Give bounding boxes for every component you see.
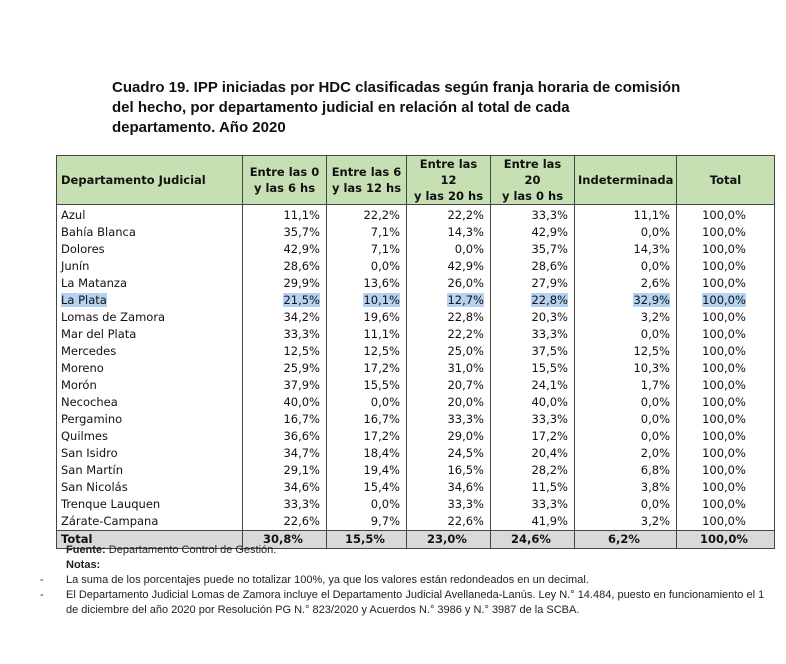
- source-label: Fuente:: [66, 544, 106, 556]
- value-cell: 33,3%: [491, 205, 575, 225]
- value-cell: 0,0%: [575, 326, 677, 343]
- data-table: [56, 155, 775, 549]
- value-cell: 28,2%: [491, 462, 575, 479]
- value-cell: 37,9%: [243, 377, 327, 394]
- notes-label: Notas:: [66, 559, 101, 571]
- value-cell: 100,0%: [677, 224, 775, 241]
- column-header: Entre las 12 y las 20 hs: [407, 156, 491, 205]
- column-header: Total: [677, 156, 775, 205]
- value-cell: 100,0%: [677, 258, 775, 275]
- value-cell: 10,1%: [327, 292, 407, 309]
- value-cell: 27,9%: [491, 275, 575, 292]
- value-cell: 100,0%: [677, 496, 775, 513]
- value-cell: 29,1%: [243, 462, 327, 479]
- value-cell: 42,9%: [243, 241, 327, 258]
- value-cell: 22,6%: [243, 513, 327, 531]
- value-cell: 11,1%: [243, 205, 327, 225]
- department-cell: Pergamino: [57, 411, 243, 428]
- table-row: [57, 377, 775, 394]
- value-cell: 25,9%: [243, 360, 327, 377]
- total-value-cell: 24,6%: [491, 531, 575, 549]
- value-cell: 7,1%: [327, 224, 407, 241]
- value-cell: 33,3%: [491, 496, 575, 513]
- value-cell: 100,0%: [677, 343, 775, 360]
- value-cell: 33,3%: [407, 411, 491, 428]
- value-cell: 9,7%: [327, 513, 407, 531]
- value-cell: 34,2%: [243, 309, 327, 326]
- value-cell: 0,0%: [575, 428, 677, 445]
- table-header-row: [57, 156, 775, 205]
- total-value-cell: 100,0%: [677, 531, 775, 549]
- value-cell: 2,0%: [575, 445, 677, 462]
- value-cell: 100,0%: [677, 462, 775, 479]
- value-cell: 20,0%: [407, 394, 491, 411]
- value-cell: 19,6%: [327, 309, 407, 326]
- value-cell: 100,0%: [677, 394, 775, 411]
- department-cell: Moreno: [57, 360, 243, 377]
- value-cell: 41,9%: [491, 513, 575, 531]
- table-row: [57, 394, 775, 411]
- value-cell: 29,0%: [407, 428, 491, 445]
- value-cell: 31,0%: [407, 360, 491, 377]
- notes-section: [40, 543, 770, 618]
- value-cell: 100,0%: [677, 428, 775, 445]
- value-cell: 0,0%: [327, 496, 407, 513]
- total-label-cell: Total: [57, 531, 243, 549]
- department-cell: La Matanza: [57, 275, 243, 292]
- value-cell: 6,8%: [575, 462, 677, 479]
- value-cell: 15,5%: [327, 377, 407, 394]
- department-cell: Azul: [57, 205, 243, 225]
- value-cell: 17,2%: [327, 360, 407, 377]
- table-row: [57, 343, 775, 360]
- value-cell: 20,7%: [407, 377, 491, 394]
- source-line: [40, 543, 770, 558]
- value-cell: 1,7%: [575, 377, 677, 394]
- department-cell: San Nicolás: [57, 479, 243, 496]
- value-cell: 35,7%: [491, 241, 575, 258]
- note-text: El Departamento Judicial Lomas de Zamora incluye el Departamento Judicial Avellaneda-Lanús. Ley N.° 14.484, puesto en funcionamiento el 1 de diciembre del año 2020 por Resolución PG N.° 823/2020 y Acuerdos N.° 3986 y N.° 3987 de la SCBA.: [66, 589, 765, 616]
- department-cell: Morón: [57, 377, 243, 394]
- value-cell: 3,8%: [575, 479, 677, 496]
- table-row: [57, 496, 775, 513]
- note-item: - El Departamento Judicial Lomas de Zamora incluye el Departamento Judicial Avellaneda-Lanús. Ley N.° 14.484, puesto en funcionamiento el 1 de diciembre del año 2020 por Resolución PG N.° 823/2020 y Acuerdos N.° 3986 y N.° 3987 de la SCBA.: [40, 589, 765, 616]
- value-cell: 100,0%: [677, 411, 775, 428]
- value-cell: 24,5%: [407, 445, 491, 462]
- value-cell: 33,3%: [243, 496, 327, 513]
- value-cell: 37,5%: [491, 343, 575, 360]
- value-cell: 34,7%: [243, 445, 327, 462]
- total-value-cell: 23,0%: [407, 531, 491, 549]
- value-cell: 100,0%: [677, 205, 775, 225]
- value-cell: 26,0%: [407, 275, 491, 292]
- value-cell: 22,8%: [491, 292, 575, 309]
- value-cell: 29,9%: [243, 275, 327, 292]
- value-cell: 100,0%: [677, 360, 775, 377]
- department-cell: Mercedes: [57, 343, 243, 360]
- value-cell: 33,3%: [491, 411, 575, 428]
- value-cell: 35,7%: [243, 224, 327, 241]
- value-cell: 7,1%: [327, 241, 407, 258]
- department-cell: San Martín: [57, 462, 243, 479]
- department-cell: Bahía Blanca: [57, 224, 243, 241]
- table-row: [57, 513, 775, 531]
- total-value-cell: 30,8%: [243, 531, 327, 549]
- value-cell: 100,0%: [677, 241, 775, 258]
- table-row: [57, 411, 775, 428]
- value-cell: 3,2%: [575, 513, 677, 531]
- value-cell: 0,0%: [327, 394, 407, 411]
- value-cell: 0,0%: [575, 258, 677, 275]
- value-cell: 22,8%: [407, 309, 491, 326]
- column-header: Departamento Judicial: [57, 156, 243, 205]
- value-cell: 16,5%: [407, 462, 491, 479]
- value-cell: 0,0%: [575, 394, 677, 411]
- value-cell: 11,1%: [575, 205, 677, 225]
- value-cell: 15,4%: [327, 479, 407, 496]
- column-header: Entre las 0 y las 6 hs: [243, 156, 327, 205]
- value-cell: 34,6%: [407, 479, 491, 496]
- value-cell: 22,2%: [407, 326, 491, 343]
- value-cell: 28,6%: [491, 258, 575, 275]
- value-cell: 0,0%: [575, 496, 677, 513]
- value-cell: 34,6%: [243, 479, 327, 496]
- value-cell: 0,0%: [575, 411, 677, 428]
- value-cell: 11,5%: [491, 479, 575, 496]
- value-cell: 40,0%: [243, 394, 327, 411]
- value-cell: 0,0%: [407, 241, 491, 258]
- department-cell: Quilmes: [57, 428, 243, 445]
- notes-label-line: [40, 558, 770, 573]
- department-cell: Junín: [57, 258, 243, 275]
- total-value-cell: 15,5%: [327, 531, 407, 549]
- value-cell: 100,0%: [677, 445, 775, 462]
- value-cell: 14,3%: [575, 241, 677, 258]
- table-title: [112, 78, 712, 138]
- department-cell: La Plata: [57, 292, 243, 309]
- table-row: [57, 326, 775, 343]
- table-row: [57, 445, 775, 462]
- value-cell: 0,0%: [575, 224, 677, 241]
- value-cell: 100,0%: [677, 309, 775, 326]
- title-line-2: del hecho, por departamento judicial en relación al total de cada: [112, 99, 570, 116]
- value-cell: 24,1%: [491, 377, 575, 394]
- value-cell: 100,0%: [677, 275, 775, 292]
- column-header: Indeterminada: [575, 156, 677, 205]
- department-cell: Dolores: [57, 241, 243, 258]
- department-cell: Trenque Lauquen: [57, 496, 243, 513]
- note-text: La suma de los porcentajes puede no totalizar 100%, ya que los valores están redondeados en un decimal.: [66, 574, 589, 586]
- value-cell: 16,7%: [243, 411, 327, 428]
- value-cell: 10,3%: [575, 360, 677, 377]
- value-cell: 100,0%: [677, 377, 775, 394]
- title-line-1: Cuadro 19. IPP iniciadas por HDC clasificadas según franja horaria de comisión: [112, 79, 681, 96]
- table-row: [57, 241, 775, 258]
- value-cell: 15,5%: [491, 360, 575, 377]
- value-cell: 100,0%: [677, 292, 775, 309]
- table-row: [57, 258, 775, 275]
- value-cell: 17,2%: [327, 428, 407, 445]
- department-cell: Lomas de Zamora: [57, 309, 243, 326]
- title-line-3: departamento. Año 2020: [112, 119, 286, 136]
- value-cell: 3,2%: [575, 309, 677, 326]
- value-cell: 20,4%: [491, 445, 575, 462]
- value-cell: 33,3%: [407, 496, 491, 513]
- value-cell: 28,6%: [243, 258, 327, 275]
- value-cell: 22,6%: [407, 513, 491, 531]
- value-cell: 33,3%: [491, 326, 575, 343]
- value-cell: 13,6%: [327, 275, 407, 292]
- value-cell: 18,4%: [327, 445, 407, 462]
- source-text: Departamento Control de Gestión.: [108, 544, 277, 556]
- table-row: [57, 462, 775, 479]
- value-cell: 33,3%: [243, 326, 327, 343]
- value-cell: 100,0%: [677, 513, 775, 531]
- value-cell: 36,6%: [243, 428, 327, 445]
- value-cell: 21,5%: [243, 292, 327, 309]
- total-value-cell: 6,2%: [575, 531, 677, 549]
- value-cell: 12,5%: [575, 343, 677, 360]
- column-header: Entre las 6 y las 12 hs: [327, 156, 407, 205]
- value-cell: 32,9%: [575, 292, 677, 309]
- value-cell: 20,3%: [491, 309, 575, 326]
- department-cell: Mar del Plata: [57, 326, 243, 343]
- value-cell: 12,7%: [407, 292, 491, 309]
- value-cell: 42,9%: [491, 224, 575, 241]
- value-cell: 40,0%: [491, 394, 575, 411]
- table-row: [57, 309, 775, 326]
- department-cell: San Isidro: [57, 445, 243, 462]
- value-cell: 16,7%: [327, 411, 407, 428]
- value-cell: 12,5%: [327, 343, 407, 360]
- value-cell: 17,2%: [491, 428, 575, 445]
- value-cell: 19,4%: [327, 462, 407, 479]
- value-cell: 42,9%: [407, 258, 491, 275]
- table-row: [57, 428, 775, 445]
- table-row: [57, 275, 775, 292]
- value-cell: 22,2%: [327, 205, 407, 225]
- value-cell: 2,6%: [575, 275, 677, 292]
- value-cell: 100,0%: [677, 479, 775, 496]
- table-row: [57, 205, 775, 225]
- value-cell: 25,0%: [407, 343, 491, 360]
- value-cell: 100,0%: [677, 326, 775, 343]
- department-cell: Zárate-Campana: [57, 513, 243, 531]
- note-item: - La suma de los porcentajes puede no totalizar 100%, ya que los valores están redondeados en un decimal.: [40, 574, 589, 586]
- value-cell: 0,0%: [327, 258, 407, 275]
- value-cell: 12,5%: [243, 343, 327, 360]
- column-header: Entre las 20 y las 0 hs: [491, 156, 575, 205]
- department-cell: Necochea: [57, 394, 243, 411]
- table-row: [57, 224, 775, 241]
- value-cell: 22,2%: [407, 205, 491, 225]
- value-cell: 11,1%: [327, 326, 407, 343]
- table-row: [57, 292, 775, 309]
- table-row: [57, 479, 775, 496]
- value-cell: 14,3%: [407, 224, 491, 241]
- table-row: [57, 360, 775, 377]
